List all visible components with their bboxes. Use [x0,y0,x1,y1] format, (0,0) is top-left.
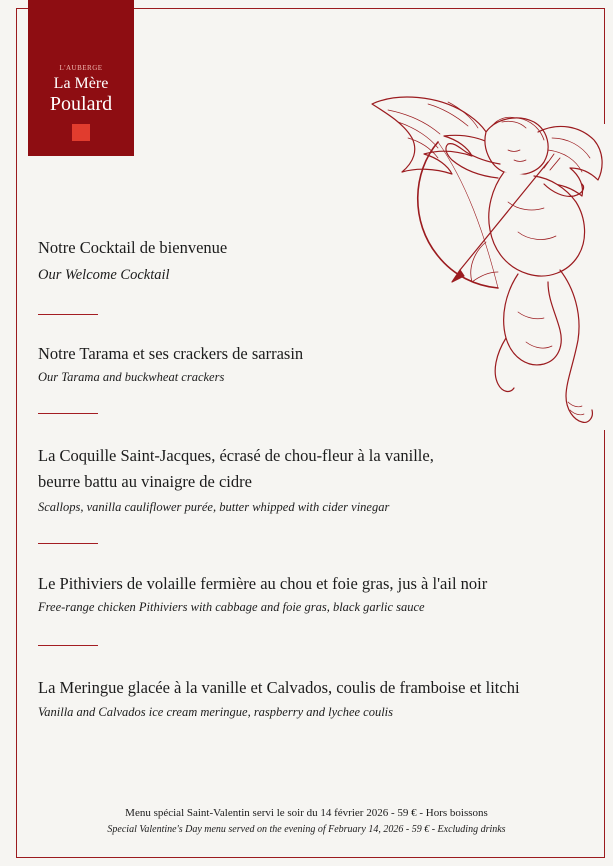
restaurant-logo [28,0,134,156]
course-5-en: Vanilla and Calvados ice cream meringue, raspberry and lychee coulis [38,705,394,719]
course-2-en: Our Tarama and buckwheat crackers [38,370,225,384]
logo-square-icon [72,124,90,141]
footer-line-fr: Menu spécial Saint-Valentin servi le soir du 14 février 2026 - 59 € - Hors boissons [125,807,488,819]
course-1-fr: Notre Cocktail de bienvenue [38,238,228,257]
frame-border-left [16,8,17,858]
course-4-en: Free-range chicken Pithiviers with cabbage and foie gras, black garlic sauce [38,600,425,614]
course-2 [38,341,303,387]
footer-line-en: Special Valentine's Day menu served on the evening of February 14, 2026 - 59 € - Excluding drinks [107,824,506,835]
frame-border-bottom [16,857,605,858]
course-4-fr: Le Pithiviers de volaille fermière au chou et foie gras, jus à l'ail noir [38,574,488,593]
course-3 [38,443,434,517]
course-1 [38,235,227,286]
frame-border-right-lower [604,430,605,858]
course-5-fr: La Meringue glacée à la vanille et Calvados, coulis de framboise et litchi [38,678,520,697]
course-3-fr-line2: beurre battu au vinaigre de cidre [38,472,252,491]
separator-line [38,543,98,544]
course-1-en: Our Welcome Cocktail [38,267,170,283]
menu-footer [0,804,613,838]
course-3-en: Scallops, vanilla cauliflower purée, butter whipped with cider vinegar [38,500,390,514]
course-4 [38,571,487,617]
course-2-fr: Notre Tarama et ses crackers de sarrasin [38,344,304,363]
course-5 [38,675,520,722]
cupid-illustration-icon [368,92,606,430]
separator-line [38,314,98,315]
logo-name-line1: La Mère [53,75,109,92]
separator-line [38,645,98,646]
logo-name-line2: Poulard [49,93,113,115]
separator-line [38,413,98,414]
course-3-fr-line1: La Coquille Saint-Jacques, écrasé de chou-fleur à la vanille, [38,446,434,465]
logo-auberge-text: L'AUBERGE [59,64,103,72]
